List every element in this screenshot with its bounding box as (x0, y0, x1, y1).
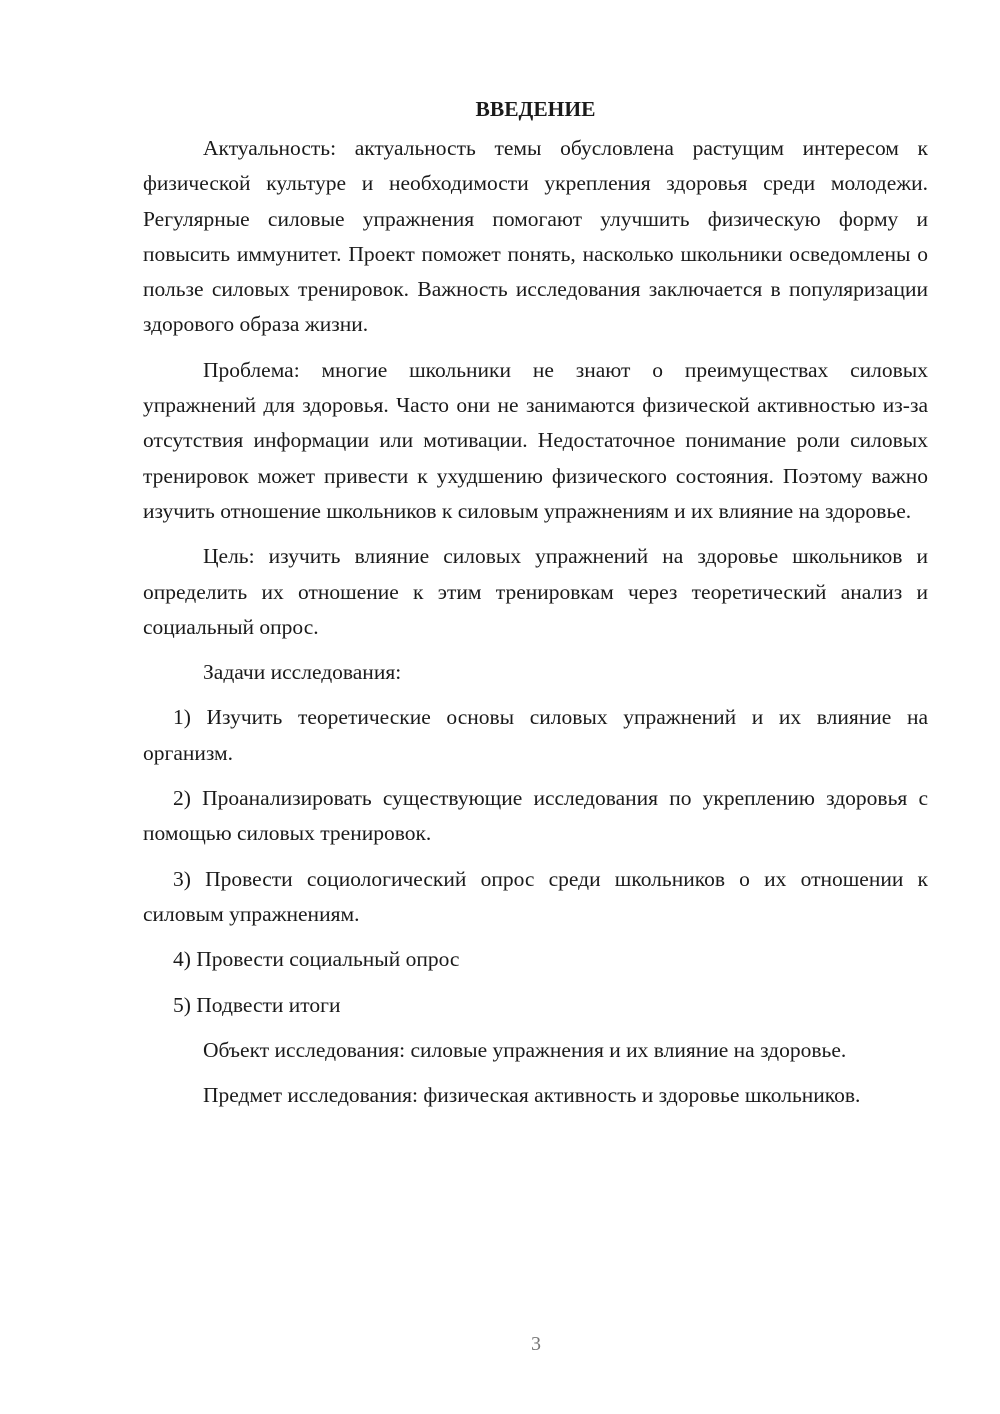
problem-paragraph: Проблема: многие школьники не знают о преимуществах силовых упражнений для здоровья. Часто они не занимаются физической активностью из-за отсутствия информации или мотивации. Недостаточное понимание роли силовых тренировок может привести к ухудшению физического состояния. Поэтому важно изучить отношение школьников к силовым упражнениям и их влияние на здоровье. (143, 357, 928, 523)
relevance-paragraph: Актуальность: актуальность темы обусловлена растущим интересом к физической культуре и необходимости укрепления здоровья среди молодежи. Регулярные силовые упражнения помогают улучшить физическую форму и повысить иммунитет. Проект поможет понять, насколько школьники осведомлены о пользе силовых тренировок. Важность исследования заключается в популяризации здорового образа жизни. (143, 136, 928, 337)
task-item-5: 5) Подвести итоги (173, 992, 341, 1017)
document-page (143, 92, 928, 1123)
task-item-3: 3) Провести социологический опрос среди школьников о их отношении к силовым упражнениям. (143, 866, 928, 926)
task-item-1: 1) Изучить теоретические основы силовых упражнений и их влияние на организм. (143, 705, 928, 765)
section-heading: ВВЕДЕНИЕ (475, 97, 596, 121)
task-item-4: 4) Провести социальный опрос (173, 947, 460, 972)
tasks-title: Задачи исследования: (203, 660, 402, 685)
page-number: 3 (531, 1333, 541, 1355)
task-item-2: 2) Проанализировать существующие исследования по укреплению здоровья с помощью силовых тренировок. (143, 786, 928, 846)
subject-paragraph: Предмет исследования: физическая активность и здоровье школьников. (203, 1083, 861, 1108)
object-paragraph: Объект исследования: силовые упражнения и их влияние на здоровье. (203, 1037, 847, 1062)
goal-paragraph: Цель: изучить влияние силовых упражнений на здоровье школьников и определить их отношение к этим тренировкам через теоретический анализ и социальный опрос. (143, 544, 928, 639)
